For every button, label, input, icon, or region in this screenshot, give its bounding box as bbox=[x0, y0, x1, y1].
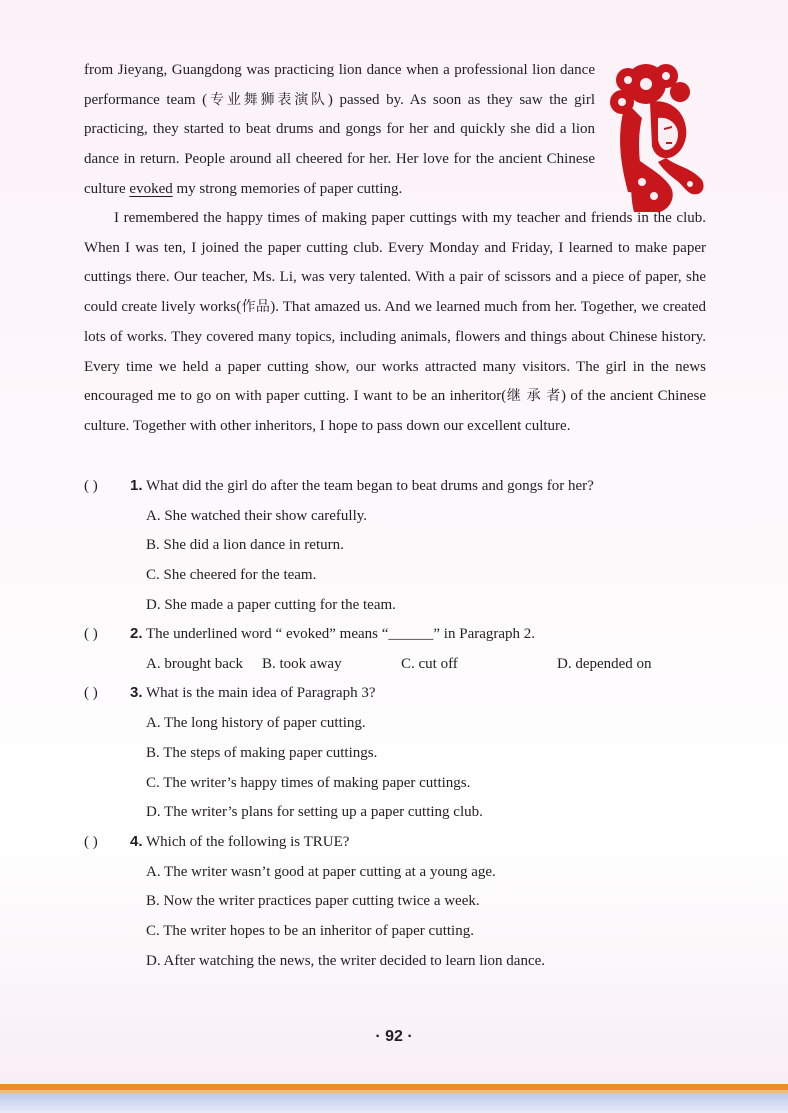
page-number: · 92 · bbox=[375, 1028, 413, 1045]
answer-blank[interactable]: ( ) bbox=[84, 478, 98, 494]
option: D. She made a paper cutting for the team. bbox=[146, 597, 396, 613]
option: C. cut off bbox=[401, 656, 458, 672]
answer-blank[interactable]: ( ) bbox=[84, 685, 98, 701]
option: A. The long history of paper cutting. bbox=[146, 715, 366, 731]
paragraph-2-text-c: ) of the ancient Chinese culture. Together with other inheritors, I hope to pass down our excellent culture. bbox=[84, 388, 707, 434]
answer-blank[interactable]: ( ) bbox=[84, 626, 98, 642]
paragraph-1-chinese-gloss: 专业舞狮表演队 bbox=[207, 91, 328, 108]
passage-paragraph-2 bbox=[84, 204, 706, 442]
option: D. After watching the news, the writer decided to learn lion dance. bbox=[146, 953, 546, 969]
question-3 bbox=[84, 683, 376, 703]
question-number: 3. bbox=[130, 684, 143, 701]
option: C. She cheered for the team. bbox=[146, 567, 317, 583]
question-number: 4. bbox=[130, 833, 143, 850]
question-stem: What did the girl do after the team began to beat drums and gongs for her? bbox=[146, 478, 594, 494]
underlined-word: evoked bbox=[129, 180, 173, 197]
question-number: 2. bbox=[130, 625, 143, 642]
option: B. She did a lion dance in return. bbox=[146, 537, 344, 553]
option: A. She watched their show carefully. bbox=[146, 508, 368, 524]
paragraph-2-chinese-gloss-2: 继 承 者 bbox=[506, 388, 562, 405]
option: B. Now the writer practices paper cutting twice a week. bbox=[146, 893, 480, 909]
footer-sky-band bbox=[0, 1093, 788, 1113]
paragraph-1-text-a: from Jieyang, Guangdong was practicing lion dance when a professional lion dance performance team ( bbox=[84, 62, 595, 108]
option: C. The writer’s happy times of making paper cuttings. bbox=[146, 775, 471, 791]
paragraph-2-text-b: ). That amazed us. And we learned much from her. Together, we created lots of works. They covered many topics, including animals, flowers and things about Chinese history. Every time we held a paper cutting show, our works attracted many visitors. The girl in the news encouraged me to go on with paper cutting. I want to be an inheritor( bbox=[84, 299, 706, 405]
question-number: 1. bbox=[130, 477, 143, 494]
question-stem: The underlined word “ evoked” means “______” in Paragraph 2. bbox=[146, 626, 536, 642]
paragraph-1-text-b: ) passed by. As soon as they saw the girl practicing, they started to beat drums and gongs for her and quickly she did a lion dance in return. People around all cheered for her. Her love for the ancient Chinese culture bbox=[84, 91, 595, 197]
paper-cut-portrait-icon bbox=[606, 62, 710, 214]
option: A. The writer wasn’t good at paper cutting at a young age. bbox=[146, 864, 496, 880]
paragraph-2-text-a: I remembered the happy times of making paper cuttings with my teacher and friends in the club. When I was ten, I joined the paper cutting club. Every Monday and Friday, I learned to make paper cuttings there. Our teacher, Ms. Li, was very talented. With a pair of scissors and a piece of paper, she could create lively works( bbox=[84, 210, 706, 316]
option: D. depended on bbox=[557, 656, 652, 672]
question-2 bbox=[84, 624, 535, 644]
passage-paragraph-1 bbox=[84, 56, 595, 205]
question-4 bbox=[84, 832, 349, 852]
option: D. The writer’s plans for setting up a paper cutting club. bbox=[146, 804, 483, 820]
option: A. brought back bbox=[146, 656, 244, 672]
paragraph-2-chinese-gloss-1: 作品 bbox=[241, 299, 271, 316]
paragraph-1-text-c: my strong memories of paper cutting. bbox=[172, 180, 403, 197]
question-stem: What is the main idea of Paragraph 3? bbox=[146, 685, 376, 701]
option: B. The steps of making paper cuttings. bbox=[146, 745, 378, 761]
question-stem: Which of the following is TRUE? bbox=[146, 834, 350, 850]
option: C. The writer hopes to be an inheritor of paper cutting. bbox=[146, 923, 474, 939]
question-1 bbox=[84, 476, 594, 496]
answer-blank[interactable]: ( ) bbox=[84, 834, 98, 850]
option: B. took away bbox=[262, 656, 342, 672]
